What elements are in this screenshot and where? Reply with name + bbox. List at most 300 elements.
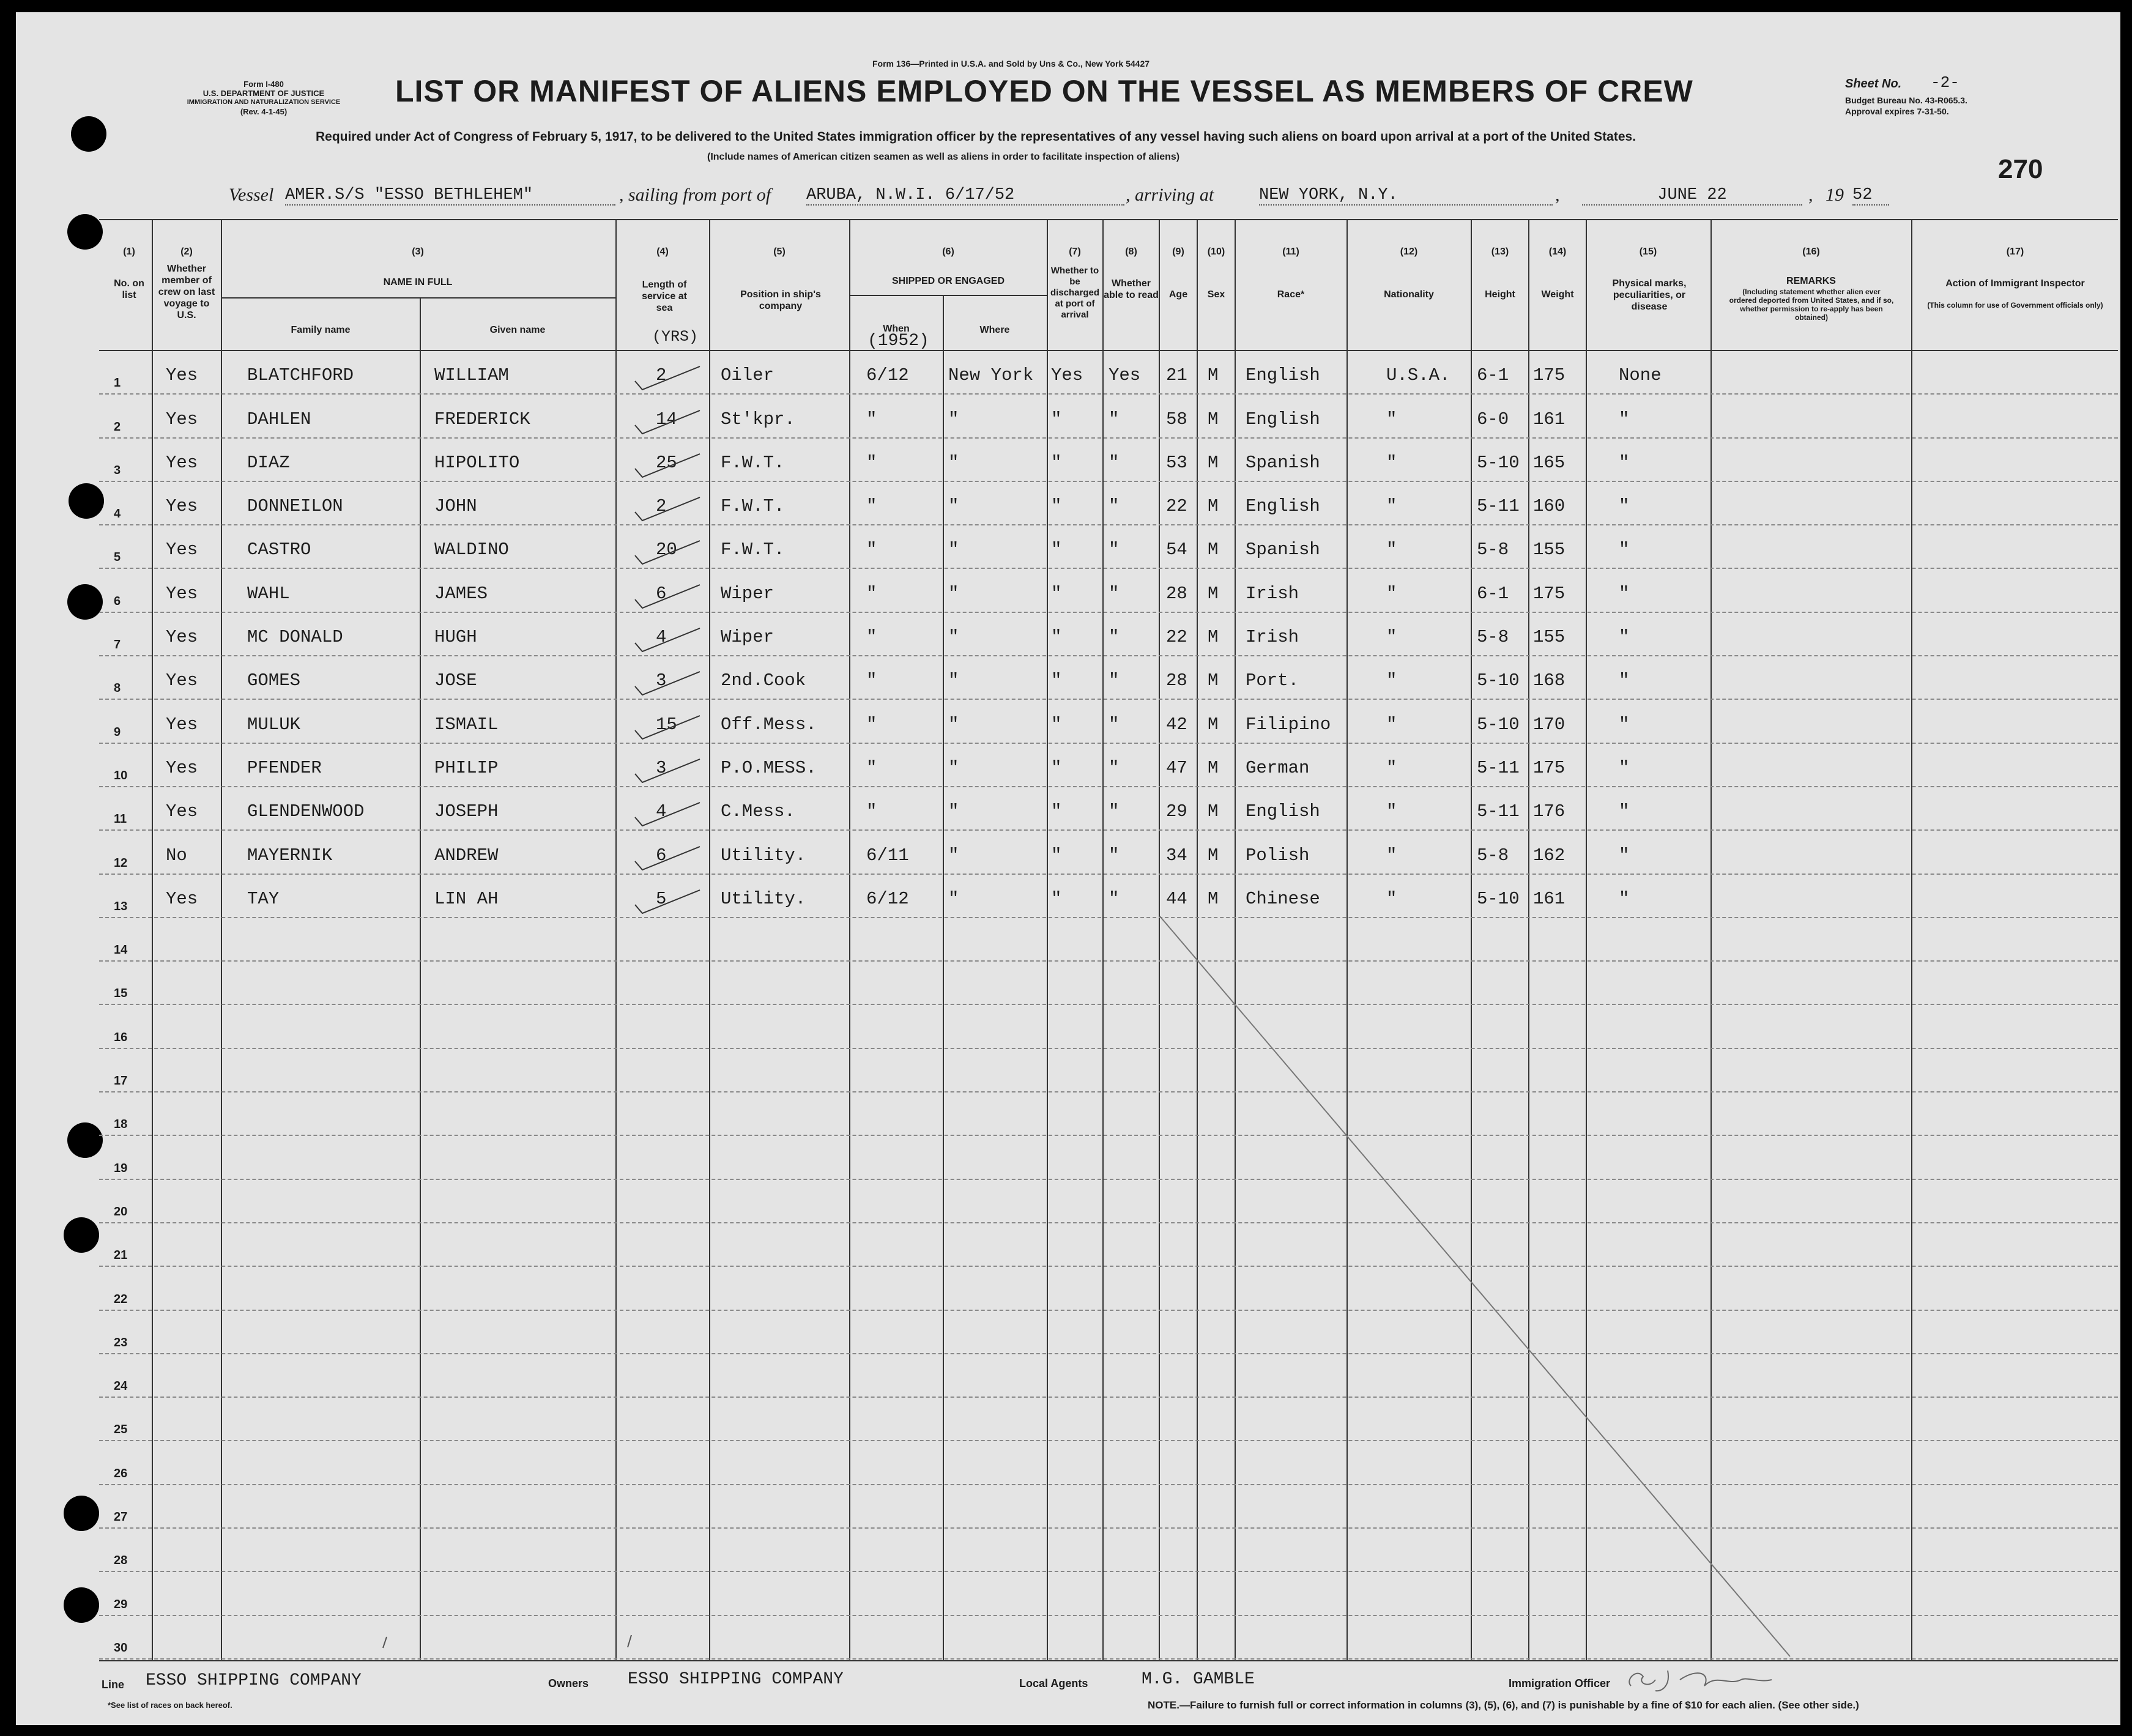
shipped-where-cell: " — [948, 583, 959, 604]
weight-cell: 162 — [1533, 845, 1566, 866]
col-3-num: (3) — [412, 247, 424, 257]
nationality-cell: U.S.A. — [1386, 365, 1450, 386]
weight-cell: 176 — [1533, 801, 1566, 822]
read-cell: " — [1109, 409, 1120, 429]
col-17-note: (This column for use of Government officials only) — [1927, 301, 2103, 310]
col-6-num: (6) — [942, 247, 954, 257]
given-name-cell: WILLIAM — [434, 365, 509, 386]
line-label: Line — [102, 1679, 125, 1691]
col-9-num: (9) — [1172, 247, 1184, 257]
shipped-when-cell: " — [866, 540, 877, 560]
crew-cell: Yes — [166, 714, 198, 735]
sex-cell: M — [1208, 757, 1219, 778]
marks-cell: " — [1619, 845, 1630, 866]
sex-cell: M — [1208, 714, 1219, 735]
col-2-header: Whether member of crew on last voyage to U.S. — [158, 264, 215, 321]
sex-cell: M — [1208, 801, 1219, 822]
height-cell: 6-0 — [1477, 409, 1509, 429]
nationality-cell: " — [1386, 627, 1397, 648]
weight-cell: 161 — [1533, 409, 1566, 429]
weight-cell: 161 — [1533, 888, 1566, 909]
read-cell: " — [1109, 496, 1120, 517]
nationality-cell: " — [1386, 714, 1397, 735]
shipped-when-cell: " — [866, 496, 877, 517]
family-name-cell: TAY — [247, 888, 280, 909]
height-cell: 5-8 — [1477, 540, 1509, 560]
shipped-where-cell: " — [948, 757, 959, 778]
col-10-num: (10) — [1207, 247, 1225, 257]
service-cell: 15 — [656, 714, 677, 735]
height-cell: 5-10 — [1477, 670, 1520, 691]
read-cell: " — [1109, 627, 1120, 648]
race-cell: Port. — [1246, 670, 1299, 691]
shipped-where-cell: " — [948, 540, 959, 560]
vessel-label: Vessel — [229, 185, 274, 205]
service-cell: 4 — [656, 801, 667, 822]
row-number: 23 — [114, 1335, 128, 1349]
service-cell: 6 — [656, 845, 667, 866]
row-number: 10 — [114, 768, 128, 782]
marks-cell: " — [1619, 583, 1630, 604]
row-number: 18 — [114, 1118, 128, 1132]
height-cell: 5-11 — [1477, 496, 1520, 517]
weight-cell: 175 — [1533, 365, 1566, 386]
nationality-cell: " — [1386, 583, 1397, 604]
family-name-cell: MC DONALD — [247, 627, 343, 648]
shipped-when-cell: " — [866, 409, 877, 429]
read-cell: " — [1109, 714, 1120, 735]
crew-cell: Yes — [166, 452, 198, 473]
weight-cell: 160 — [1533, 496, 1566, 517]
given-name-cell: LIN AH — [434, 888, 499, 909]
col-1-header: No. on list — [114, 278, 144, 300]
shipped-where-cell: " — [948, 801, 959, 822]
discharged-cell: " — [1051, 670, 1062, 691]
age-cell: 54 — [1166, 540, 1187, 560]
col-11-header: Race* — [1277, 289, 1305, 300]
age-cell: 28 — [1166, 670, 1187, 691]
shipped-where-cell: " — [948, 496, 959, 517]
shipped-when-cell: 6/12 — [866, 365, 909, 386]
discharged-cell: " — [1051, 452, 1062, 473]
given-name-cell: ISMAIL — [434, 714, 499, 735]
row-number: 30 — [114, 1641, 128, 1655]
col-16-header: REMARKS — [1786, 276, 1836, 286]
col-3b-header: Given name — [489, 325, 546, 335]
age-cell: 34 — [1166, 845, 1187, 866]
position-cell: F.W.T. — [721, 452, 785, 473]
col-8-num: (8) — [1125, 247, 1137, 257]
officer-signature — [1619, 1661, 1827, 1698]
col-15-header: Physical marks, peculiarities, or disease — [1612, 278, 1687, 312]
col-16-note: (Including statement whether alien ever ordered deported from United States, and if so, whether permission to re-apply has been obtained) — [1729, 287, 1894, 322]
row-number: 15 — [114, 987, 128, 1001]
family-name-cell: GOMES — [247, 670, 301, 691]
marks-cell: " — [1619, 496, 1630, 517]
position-cell: Wiper — [721, 583, 774, 604]
row-number: 17 — [114, 1074, 128, 1088]
service-cell: 20 — [656, 540, 677, 560]
given-name-cell: PHILIP — [434, 757, 499, 778]
marks-cell: " — [1619, 757, 1630, 778]
row-number: 11 — [114, 812, 127, 826]
crew-cell: Yes — [166, 888, 198, 909]
crew-cell: Yes — [166, 670, 198, 691]
shipped-when-cell: " — [866, 714, 877, 735]
department: U.S. DEPARTMENT OF JUSTICE — [202, 89, 325, 98]
height-cell: 5-10 — [1477, 888, 1520, 909]
service-cell: 5 — [656, 888, 667, 909]
col-13-num: (13) — [1491, 247, 1509, 257]
shipped-when-cell: " — [866, 757, 877, 778]
row-number: 27 — [114, 1510, 128, 1524]
family-name-cell: DIAZ — [247, 452, 290, 473]
read-cell: " — [1109, 845, 1120, 866]
sheet-label: Sheet No. — [1845, 77, 1902, 91]
discharged-cell: " — [1051, 583, 1062, 604]
shipped-when-cell: " — [866, 583, 877, 604]
nationality-cell: " — [1386, 496, 1397, 517]
col-7-header: Whether to be discharged at port of arrival — [1050, 265, 1100, 320]
given-name-cell: JAMES — [434, 583, 488, 604]
vessel-line: Vessel AMER.S/S "ESSO BETHLEHEM" , sailing from port of ARUBA, N.W.I. 6/17/52 , arriving at NEW YORK, N.Y. , JUNE 22 , 19 52 — [16, 185, 2120, 215]
row-number: 6 — [114, 594, 121, 608]
col-6a-header: When — [883, 324, 910, 334]
col-11-num: (11) — [1282, 247, 1299, 257]
race-cell: Spanish — [1246, 540, 1320, 560]
position-cell: F.W.T. — [721, 540, 785, 560]
read-cell: " — [1109, 888, 1120, 909]
position-cell: Off.Mess. — [721, 714, 817, 735]
service-cell: 2 — [656, 496, 667, 517]
penalty-note: NOTE.—Failure to furnish full or correct information in columns (3), (5), (6), and (7) is punishable by a fine of $10 for each alien. (See other side.) — [1148, 1699, 1859, 1711]
shipped-where-cell: " — [948, 888, 959, 909]
col-8-header: Whether able to read — [1104, 278, 1159, 300]
age-cell: 44 — [1166, 888, 1187, 909]
col-1-num: (1) — [123, 247, 135, 257]
nationality-cell: " — [1386, 888, 1397, 909]
age-cell: 21 — [1166, 365, 1187, 386]
sex-cell: M — [1208, 409, 1219, 429]
family-name-cell: GLENDENWOOD — [247, 801, 365, 822]
marks-cell: " — [1619, 627, 1630, 648]
col-16-num: (16) — [1802, 247, 1820, 257]
discharged-cell: " — [1051, 409, 1062, 429]
page-title: LIST OR MANIFEST OF ALIENS EMPLOYED ON THE VESSEL AS MEMBERS OF CREW — [395, 74, 1693, 108]
row-number: 1 — [114, 376, 121, 390]
col-17-num: (17) — [2006, 247, 2024, 257]
marks-cell: " — [1619, 409, 1630, 429]
family-name-cell: DAHLEN — [247, 409, 311, 429]
read-cell: Yes — [1109, 365, 1141, 386]
family-name-cell: CASTRO — [247, 540, 311, 560]
read-cell: " — [1109, 757, 1120, 778]
col-15-num: (15) — [1639, 247, 1657, 257]
read-cell: " — [1109, 583, 1120, 604]
nationality-cell: " — [1386, 801, 1397, 822]
given-name-cell: JOSE — [434, 670, 477, 691]
weight-cell: 175 — [1533, 583, 1566, 604]
shipped-when-cell: " — [866, 670, 877, 691]
read-cell: " — [1109, 452, 1120, 473]
age-cell: 58 — [1166, 409, 1187, 429]
shipped-where-cell: " — [948, 670, 959, 691]
shipped-when-cell: 6/11 — [866, 845, 909, 866]
row-number: 9 — [114, 725, 121, 739]
footer — [16, 1661, 2120, 1723]
col-2-num: (2) — [180, 247, 193, 257]
row-number: 7 — [114, 638, 121, 652]
sex-cell: M — [1208, 540, 1219, 560]
year-prefix: 19 — [1826, 185, 1844, 205]
service-cell: 3 — [656, 670, 667, 691]
row-number: 12 — [114, 856, 128, 870]
age-cell: 28 — [1166, 583, 1187, 604]
cancel-line — [16, 219, 2120, 1663]
weight-cell: 175 — [1533, 757, 1566, 778]
position-cell: P.O.MESS. — [721, 757, 817, 778]
height-cell: 5-10 — [1477, 714, 1520, 735]
race-cell: German — [1246, 757, 1310, 778]
row-number: 14 — [114, 943, 128, 957]
form-number: Form I-480 — [243, 80, 284, 89]
include-text: (Include names of American citizen seamen as well as aliens in order to facilitate inspection of aliens) — [707, 152, 1180, 162]
marks-cell: None — [1619, 365, 1662, 386]
row-number: 28 — [114, 1554, 128, 1568]
age-cell: 53 — [1166, 452, 1187, 473]
col-4-unit: (YRS) — [652, 328, 699, 346]
shipped-when-cell: " — [866, 801, 877, 822]
crew-cell: Yes — [166, 583, 198, 604]
race-cell: Chinese — [1246, 888, 1320, 909]
row-number: 22 — [114, 1292, 128, 1306]
given-name-cell: ANDREW — [434, 845, 499, 866]
marks-cell: " — [1619, 714, 1630, 735]
position-cell: F.W.T. — [721, 496, 785, 517]
discharged-cell: " — [1051, 540, 1062, 560]
weight-cell: 170 — [1533, 714, 1566, 735]
given-name-cell: HUGH — [434, 627, 477, 648]
col-4-header: Length of service at sea — [642, 280, 687, 313]
agents-value: M.G. GAMBLE — [1142, 1670, 1255, 1689]
nationality-cell: " — [1386, 540, 1397, 560]
age-cell: 47 — [1166, 757, 1187, 778]
position-cell: Utility. — [721, 845, 806, 866]
row-number: 19 — [114, 1161, 128, 1175]
arrival-date: JUNE 22 — [1582, 186, 1802, 206]
form-id-block — [181, 80, 346, 116]
height-cell: 5-11 — [1477, 801, 1520, 822]
col-12-header: Nationality — [1384, 289, 1434, 300]
read-cell: " — [1109, 540, 1120, 560]
service-cell: 14 — [656, 409, 677, 429]
position-cell: Utility. — [721, 888, 806, 909]
row-number: 3 — [114, 463, 121, 477]
sex-cell: M — [1208, 627, 1219, 648]
row-number: 24 — [114, 1379, 128, 1393]
race-cell: English — [1246, 365, 1320, 386]
col-6-header: SHIPPED OR ENGAGED — [891, 276, 1005, 286]
sex-cell: M — [1208, 888, 1219, 909]
weight-cell: 155 — [1533, 627, 1566, 648]
shipped-where-cell: " — [948, 452, 959, 473]
crew-table — [16, 219, 2120, 1663]
row-number: 2 — [114, 420, 121, 434]
shipped-where-cell: " — [948, 409, 959, 429]
marks-cell: " — [1619, 801, 1630, 822]
sheet-value: -2- — [1931, 73, 1959, 92]
arrival-port: NEW YORK, N.Y. — [1259, 186, 1553, 206]
height-cell: 5-8 — [1477, 627, 1509, 648]
read-cell: " — [1109, 801, 1120, 822]
row-number: 29 — [114, 1597, 128, 1611]
race-cell: English — [1246, 409, 1320, 429]
sex-cell: M — [1208, 583, 1219, 604]
weight-cell: 155 — [1533, 540, 1566, 560]
race-cell: Polish — [1246, 845, 1310, 866]
revision: (Rev. 4-1-45) — [240, 107, 288, 116]
family-name-cell: PFENDER — [247, 757, 322, 778]
shipped-where-cell: New York — [948, 365, 1034, 386]
marks-cell: " — [1619, 452, 1630, 473]
shipped-when-cell: 6/12 — [866, 888, 909, 909]
race-cell: English — [1246, 801, 1320, 822]
sex-cell: M — [1208, 845, 1219, 866]
crew-cell: Yes — [166, 540, 198, 560]
punch-hole — [71, 116, 106, 152]
row-number: 16 — [114, 1030, 128, 1044]
nationality-cell: " — [1386, 670, 1397, 691]
service-cell: 25 — [656, 452, 677, 473]
approval-expires: Approval expires 7-31-50. — [1845, 106, 1949, 116]
discharged-cell: " — [1051, 888, 1062, 909]
race-cell: Irish — [1246, 583, 1299, 604]
nationality-cell: " — [1386, 757, 1397, 778]
budget-bureau: Budget Bureau No. 43-R065.3. — [1845, 95, 1967, 105]
row-number: 4 — [114, 507, 121, 521]
position-cell: C.Mess. — [721, 801, 795, 822]
family-name-cell: BLATCHFORD — [247, 365, 354, 386]
family-name-cell: DONNEILON — [247, 496, 343, 517]
height-cell: 5-10 — [1477, 452, 1520, 473]
marks-cell: " — [1619, 888, 1630, 909]
required-text: Required under Act of Congress of February 5, 1917, to be delivered to the United States immigration officer by the representatives of any vessel having such aliens on board upon arrival at a port of the United States. — [316, 130, 1636, 144]
race-cell: Filipino — [1246, 714, 1331, 735]
printer-line: Form 136—Printed in U.S.A. and Sold by Uns & Co., New York 54427 — [872, 59, 1150, 69]
height-cell: 6-1 — [1477, 365, 1509, 386]
manifest-sheet — [16, 12, 2120, 1725]
service-cell: 2 — [656, 365, 667, 386]
position-cell: St'kpr. — [721, 409, 795, 429]
service-cell: 6 — [656, 583, 667, 604]
service-cell: 4 — [656, 627, 667, 648]
discharged-cell: " — [1051, 801, 1062, 822]
sex-cell: M — [1208, 670, 1219, 691]
discharged-cell: " — [1051, 496, 1062, 517]
col-10-header: Sex — [1207, 289, 1225, 300]
col-4-num: (4) — [656, 247, 669, 257]
crew-cell: Yes — [166, 627, 198, 648]
nationality-cell: " — [1386, 409, 1397, 429]
family-name-cell: MULUK — [247, 714, 301, 735]
age-cell: 22 — [1166, 627, 1187, 648]
discharged-cell: " — [1051, 757, 1062, 778]
col-17-header: Action of Immigrant Inspector — [1945, 278, 2085, 289]
col-5-num: (5) — [773, 247, 786, 257]
weight-cell: 168 — [1533, 670, 1566, 691]
given-name-cell: FREDERICK — [434, 409, 530, 429]
shipped-where-cell: " — [948, 627, 959, 648]
row-number: 21 — [114, 1248, 128, 1263]
year-value: 52 — [1852, 186, 1889, 206]
height-cell: 5-11 — [1477, 757, 1520, 778]
col-14-header: Weight — [1541, 289, 1574, 300]
crew-cell: Yes — [166, 757, 198, 778]
col-6a-year: (1952) — [867, 332, 929, 351]
service: IMMIGRATION AND NATURALIZATION SERVICE — [187, 98, 341, 106]
sex-cell: M — [1208, 496, 1219, 517]
race-cell: Irish — [1246, 627, 1299, 648]
arriving-label: , arriving at — [1126, 185, 1214, 205]
given-name-cell: JOSEPH — [434, 801, 499, 822]
marks-cell: " — [1619, 540, 1630, 560]
vessel-name: AMER.S/S "ESSO BETHLEHEM" — [285, 186, 615, 206]
given-name-cell: WALDINO — [434, 540, 509, 560]
col-7-num: (7) — [1069, 247, 1081, 257]
weight-cell: 165 — [1533, 452, 1566, 473]
crew-cell: Yes — [166, 409, 198, 429]
owners-value: ESSO SHIPPING COMPANY — [628, 1670, 844, 1689]
col-6b-header: Where — [979, 325, 1010, 335]
shipped-when-cell: " — [866, 452, 877, 473]
row-number: 8 — [114, 681, 121, 696]
shipped-when-cell: " — [866, 627, 877, 648]
crew-cell: Yes — [166, 496, 198, 517]
col-13-header: Height — [1485, 289, 1515, 300]
page-stamp: 270 — [1998, 154, 2043, 184]
races-note: *See list of races on back hereof. — [108, 1701, 232, 1710]
family-name-cell: WAHL — [247, 583, 290, 604]
col-5-header: Position in ship's company — [740, 289, 821, 311]
agents-label: Local Agents — [1019, 1677, 1088, 1690]
discharged-cell: " — [1051, 845, 1062, 866]
crew-cell: Yes — [166, 801, 198, 822]
race-cell: English — [1246, 496, 1320, 517]
family-name-cell: MAYERNIK — [247, 845, 333, 866]
race-cell: Spanish — [1246, 452, 1320, 473]
row-number: 20 — [114, 1204, 128, 1219]
height-cell: 6-1 — [1477, 583, 1509, 604]
col-14-num: (14) — [1548, 247, 1567, 257]
row-number: 5 — [114, 551, 121, 565]
discharged-cell: Yes — [1051, 365, 1083, 386]
row-number: 26 — [114, 1466, 128, 1480]
nationality-cell: " — [1386, 845, 1397, 866]
position-cell: Oiler — [721, 365, 774, 386]
nationality-cell: " — [1386, 452, 1397, 473]
sailing-port: ARUBA, N.W.I. 6/17/52 — [806, 186, 1124, 206]
age-cell: 29 — [1166, 801, 1187, 822]
age-cell: 42 — [1166, 714, 1187, 735]
shipped-where-cell: " — [948, 845, 959, 866]
crew-cell: Yes — [166, 365, 198, 386]
shipped-where-cell: " — [948, 714, 959, 735]
col-3-header: NAME IN FULL — [383, 277, 453, 287]
col-12-num: (12) — [1400, 247, 1418, 257]
given-name-cell: HIPOLITO — [434, 452, 520, 473]
height-cell: 5-8 — [1477, 845, 1509, 866]
row-number: 25 — [114, 1423, 128, 1437]
